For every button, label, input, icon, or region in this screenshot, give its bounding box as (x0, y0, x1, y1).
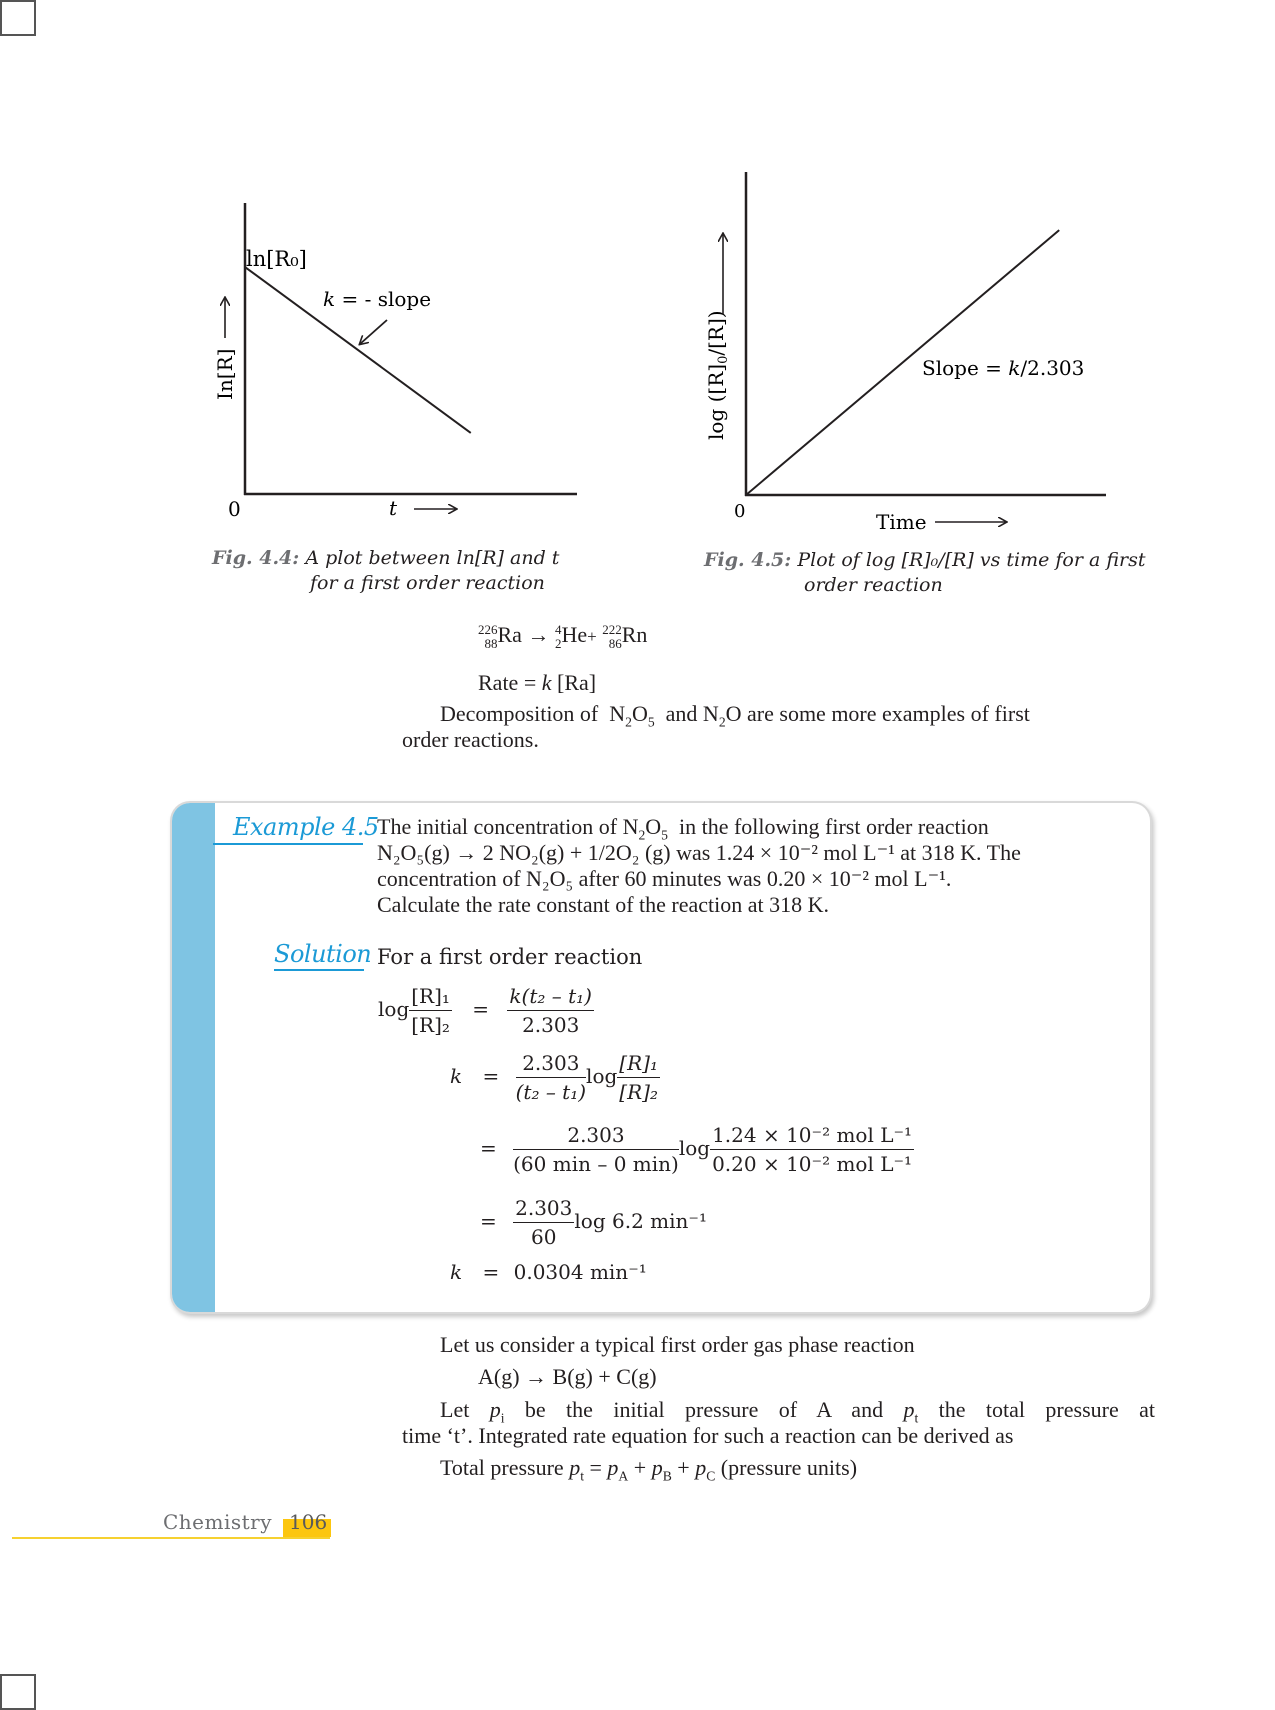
fig45-caption (704, 548, 1164, 598)
fig44-x-label: t (389, 496, 398, 520)
fig44-caption-line1: A plot between ln[R] and t (305, 547, 560, 569)
fig45-origin: 0 (734, 501, 746, 522)
example-line3: concentration of N₂O₅ after 60 minutes was 0.20 × 10⁻² mol L⁻¹. (377, 866, 952, 891)
paragraph2-line3: Let $p_i$ be the initial pressure of A and $p_t$ the total pressure at (440, 1397, 1155, 1426)
paragraph2-line5: Total pressure $p_t = p_A + p_B + p_C$ (pressure units) (440, 1455, 858, 1484)
equation-2: k = $\frac{2.303}{\text{(t₂ – t₁)}}$ log $\frac{\text{[R]₁}}{\text{[R]₂}}$ (450, 1051, 658, 1104)
footer-rule (12, 1537, 330, 1539)
equation-1: log $\frac{\text{[R]₁}}{\text{[R]₂}}$ = $\frac{\text{k(t₂ – t₁)}}{2.303}$ (378, 984, 592, 1037)
solution-title-underline (274, 969, 364, 971)
fig44-caption-label: Fig. 4.4: (212, 547, 300, 569)
fig44-origin: 0 (228, 497, 241, 521)
example-title-underline (213, 843, 363, 845)
example-line1: The initial concentration of $N_2O_5$ in the following first order reaction (377, 814, 989, 843)
figures-svg (0, 0, 1275, 620)
rate-equation: Rate = k [Ra] (478, 670, 597, 695)
footer-page-number: 106 (289, 1510, 328, 1534)
example-line4: Calculate the rate constant of the reaction at 318 K. (377, 892, 830, 917)
solution-title: Solution (274, 940, 372, 968)
paragraph-decomposition: Decomposition of $N_2O_5$ and $N_2O$ are some more examples of first (440, 701, 1030, 730)
fig45-caption-label: Fig. 4.5: (704, 549, 792, 571)
footer-book-title: Chemistry (163, 1510, 273, 1534)
example-line2: N₂O₅(g) → 2 NO₂(g) + 1/2O₂ (g) was 1.24 × 10⁻² mol L⁻¹ at 318 K. The (377, 840, 1021, 865)
example-strip (172, 803, 215, 1312)
fig44-caption-line2: for a first order reaction (310, 572, 545, 594)
radium-decay-equation: 226 88Ra → 4 2He+ 222 86Rn (478, 621, 648, 651)
paragraph2-line4: time ‘t’. Integrated rate equation for such a reaction can be derived as (402, 1423, 1014, 1448)
paragraph-decomposition-line2: order reactions. (402, 727, 539, 752)
fig45-x-label: Time (876, 510, 927, 534)
example-question (377, 814, 1122, 918)
fig45-caption-line1: Plot of log [R]₀/[R] vs time for a first (797, 549, 1146, 571)
fig45-annotation: Slope = k/2.303 (922, 356, 1085, 380)
equation-5-result: k = 0.0304 min⁻¹ (450, 1260, 647, 1284)
solution-intro: For a first order reaction (377, 945, 643, 969)
paragraph2-line1: Let us consider a typical first order gas phase reaction (440, 1332, 915, 1357)
registration-mark-bottom (0, 1674, 36, 1710)
fig44-annotation: k = - slope (323, 287, 432, 311)
equation-3: = $\frac{2.303}{(60 \min - 0 \min)}$ log $\frac{\text{1.24 × 10⁻² mol L⁻¹}}{\text{0.20 × 10⁻² mol L⁻¹}}$ (480, 1123, 913, 1176)
fig44-caption (212, 546, 612, 596)
fig44-annotation-arrow (360, 320, 387, 344)
fig45-y-label: $\log ([R]_0/[R])$ (704, 310, 731, 440)
fig44-y-label: In[R] (213, 348, 237, 400)
equation-4: = $\frac{2.303}{60}$ log 6.2 min⁻¹ (480, 1196, 707, 1249)
example-title: Example 4.5 (233, 813, 379, 841)
fig44-intercept-label: ln[R₀] (246, 247, 307, 271)
paragraph2-reaction: A(g) → B(g) + C(g) (478, 1364, 657, 1389)
fig45-caption-line2: order reaction (804, 574, 943, 596)
